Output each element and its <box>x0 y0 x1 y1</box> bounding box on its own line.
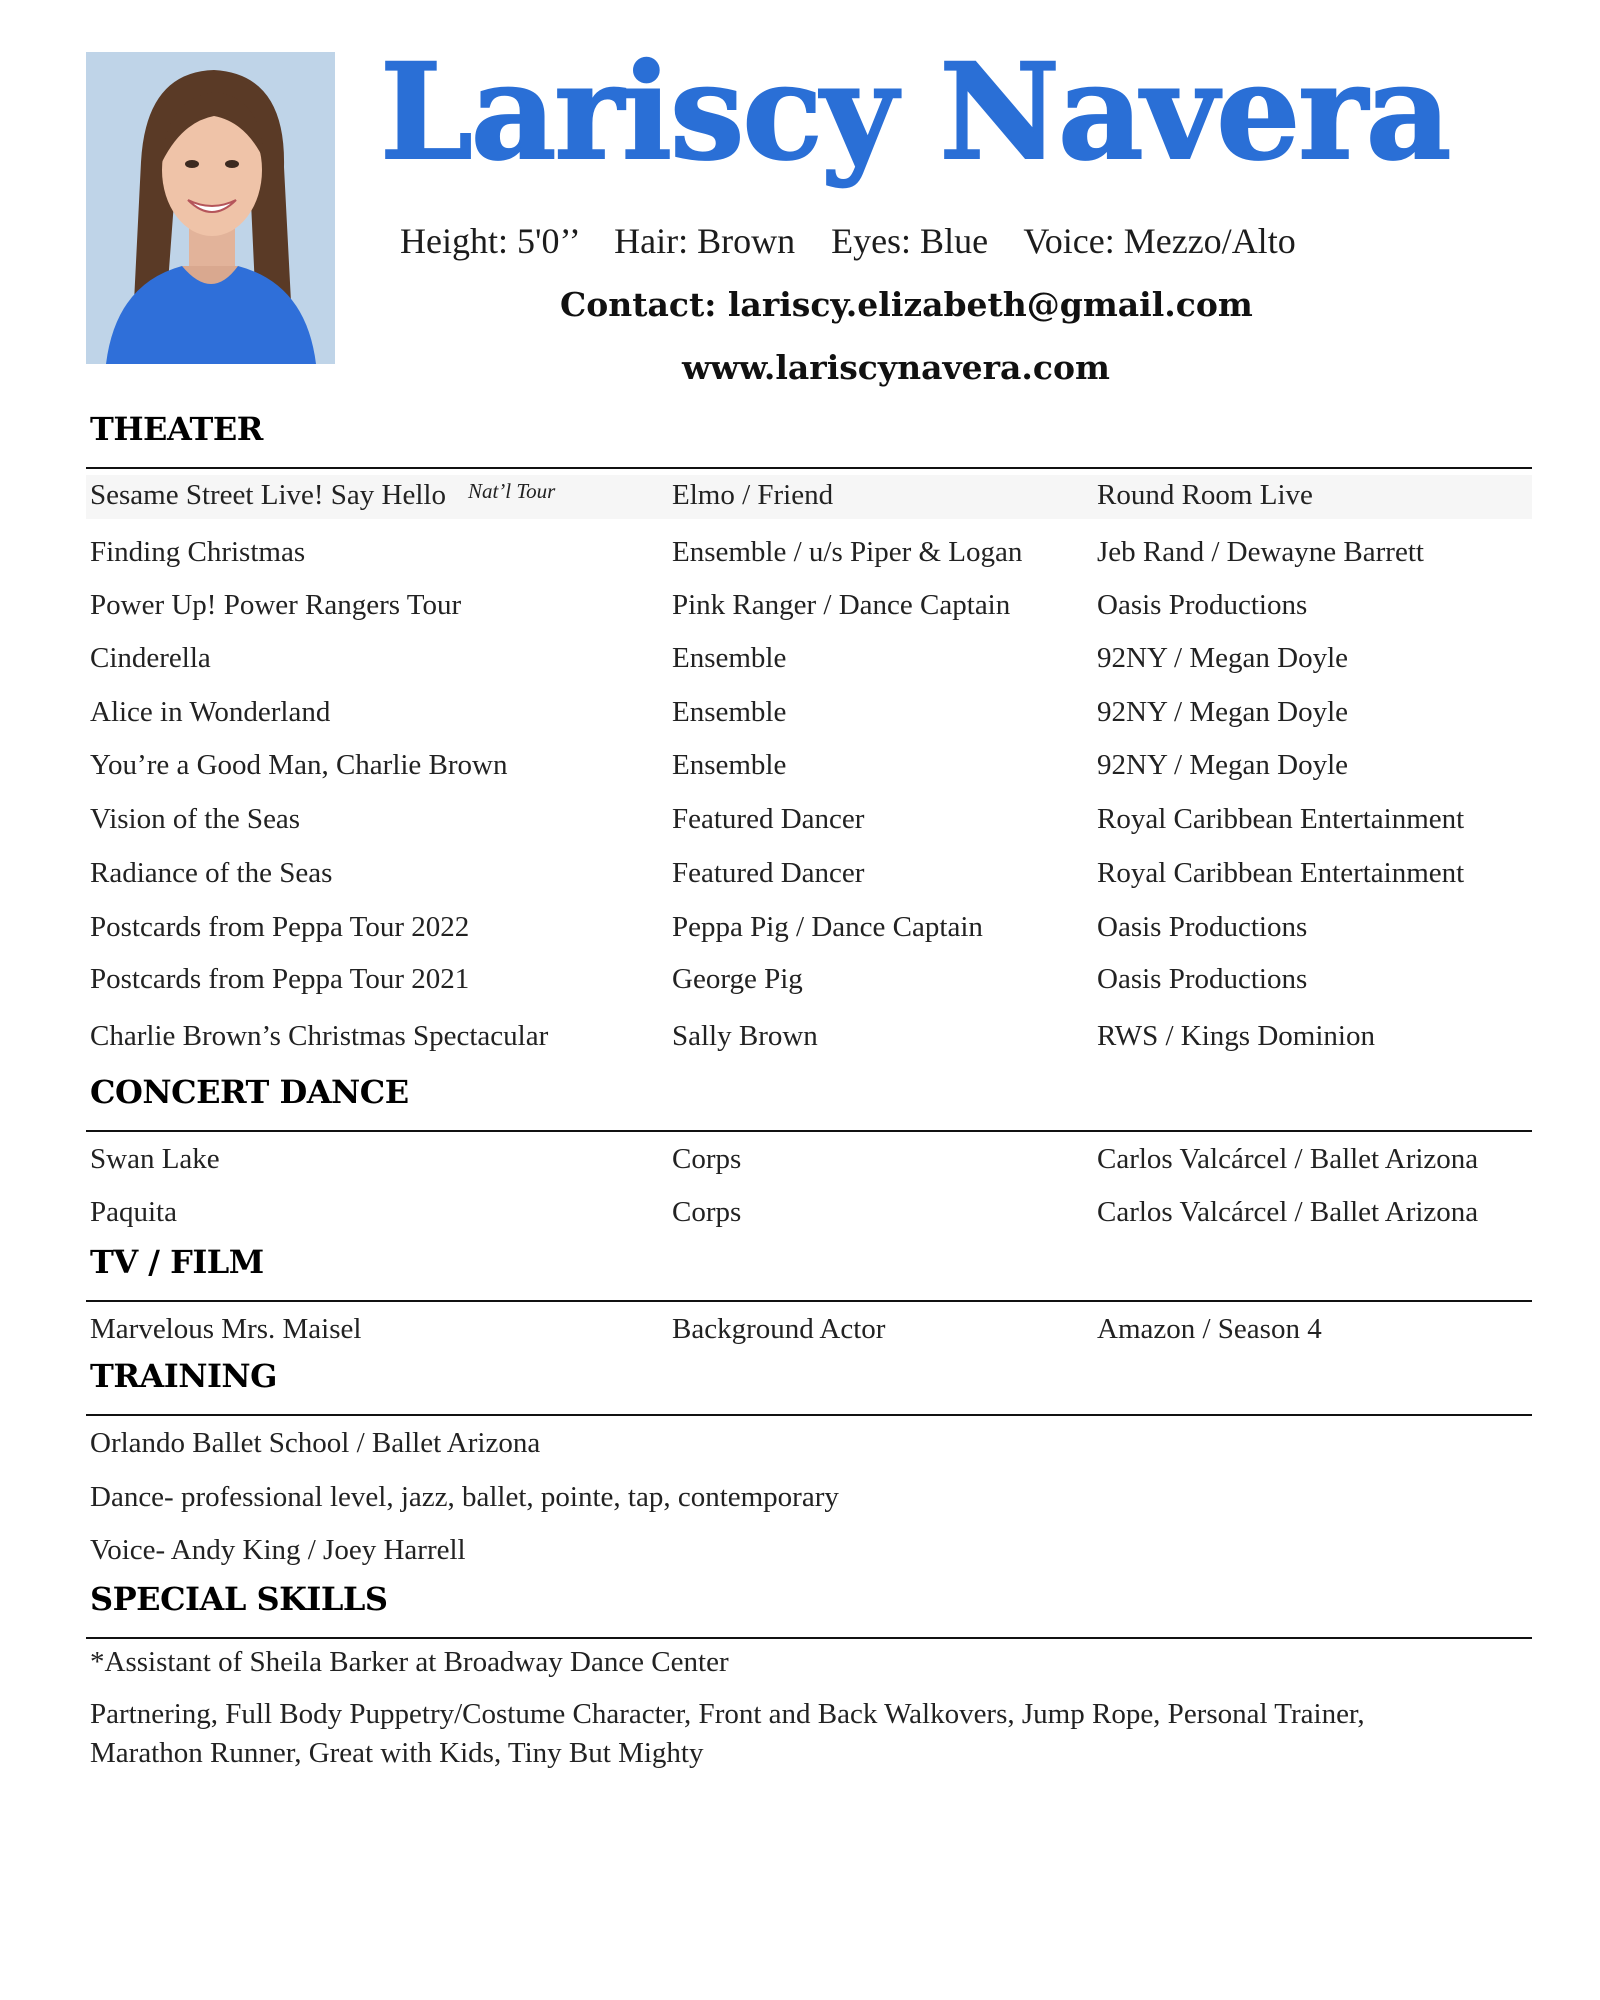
training-line: Dance- professional level, jazz, ballet, pointe, tap, contemporary <box>90 1481 839 1513</box>
credit-row <box>0 638 1600 682</box>
credit-title: Marvelous Mrs. Maisel <box>90 1313 362 1345</box>
website-link[interactable]: www.lariscynavera.com <box>682 348 1110 387</box>
headshot-photo <box>86 52 335 364</box>
credit-title: Power Up! Power Rangers Tour <box>90 589 462 621</box>
credit-row <box>0 692 1600 736</box>
physical-stats <box>400 220 1420 262</box>
credit-title: Alice in Wonderland <box>90 696 331 728</box>
section-divider <box>86 1300 1532 1302</box>
credit-role: Corps <box>672 1196 742 1228</box>
credit-title: Vision of the Seas <box>90 803 301 835</box>
section-heading-concert-dance: CONCERT DANCE <box>90 1073 409 1111</box>
credit-row <box>0 1309 1600 1353</box>
skills-line: Partnering, Full Body Puppetry/Costume Character, Front and Back Walkovers, Jump Rope, Personal Trainer, <box>90 1698 1365 1730</box>
credit-title: Postcards from Peppa Tour 2022 <box>90 911 470 943</box>
height-stat: Height: 5'0’’ <box>400 221 579 261</box>
credit-row <box>0 1016 1600 1060</box>
credit-role: Ensemble / u/s Piper & Logan <box>672 536 1023 568</box>
credit-company: Royal Caribbean Entertainment <box>1097 857 1465 889</box>
section-heading-tv-film: TV / FILM <box>90 1243 264 1281</box>
credit-role: Peppa Pig / Dance Captain <box>672 911 983 943</box>
credit-row <box>0 1139 1600 1183</box>
section-heading-special-skills: SPECIAL SKILLS <box>90 1580 388 1618</box>
section-divider <box>86 1414 1532 1416</box>
credit-row <box>0 959 1600 1003</box>
credit-company: Amazon / Season 4 <box>1097 1313 1322 1345</box>
skills-line: *Assistant of Sheila Barker at Broadway Dance Center <box>90 1646 729 1678</box>
credit-company: Carlos Valcárcel / Ballet Arizona <box>1097 1143 1479 1175</box>
section-divider <box>86 1130 1532 1132</box>
section-heading-training: TRAINING <box>90 1357 277 1395</box>
portrait-illustration <box>86 52 335 364</box>
credit-title: Radiance of the Seas <box>90 857 333 889</box>
credit-role: Featured Dancer <box>672 857 865 889</box>
credit-role: Featured Dancer <box>672 803 865 835</box>
credit-role: George Pig <box>672 963 803 995</box>
credit-title: Finding Christmas <box>90 536 306 568</box>
section-divider <box>86 1637 1532 1639</box>
credit-row <box>0 799 1600 843</box>
credit-role: Ensemble <box>672 749 787 781</box>
credit-company: Oasis Productions <box>1097 911 1308 943</box>
section-divider <box>86 467 1532 469</box>
credit-company: RWS / Kings Dominion <box>1097 1020 1375 1052</box>
credit-company: Carlos Valcárcel / Ballet Arizona <box>1097 1196 1479 1228</box>
voice-stat: Voice: Mezzo/Alto <box>1023 221 1296 261</box>
credit-company: Royal Caribbean Entertainment <box>1097 803 1465 835</box>
credit-row <box>0 907 1600 951</box>
credit-title: You’re a Good Man, Charlie Brown <box>90 749 508 781</box>
credit-title: Sesame Street Live! Say Hello $^{Nat’l Tour}$ <box>90 479 556 511</box>
credit-role: Sally Brown <box>672 1020 818 1052</box>
credit-row <box>0 585 1600 629</box>
credit-company: 92NY / Megan Doyle <box>1097 696 1349 728</box>
performer-name: Lariscy Navera <box>380 35 1450 190</box>
credit-company: Oasis Productions <box>1097 963 1308 995</box>
credit-title: Swan Lake <box>90 1143 220 1175</box>
credit-role: Ensemble <box>672 696 787 728</box>
training-line: Orlando Ballet School / Ballet Arizona <box>90 1427 541 1459</box>
section-heading-theater: THEATER <box>90 410 263 448</box>
credit-company: 92NY / Megan Doyle <box>1097 749 1349 781</box>
hair-stat: Hair: Brown <box>614 221 796 261</box>
credit-role: Background Actor <box>672 1313 886 1345</box>
credit-role: Elmo / Friend <box>672 479 834 511</box>
credit-row <box>0 853 1600 897</box>
credit-row <box>0 1192 1600 1236</box>
credit-role: Pink Ranger / Dance Captain <box>672 589 1011 621</box>
credit-company: Round Room Live <box>1097 479 1313 511</box>
credit-company: Oasis Productions <box>1097 589 1308 621</box>
credit-title: Charlie Brown’s Christmas Spectacular <box>90 1020 549 1052</box>
credit-note: Nat’l Tour <box>467 479 556 503</box>
credit-company: 92NY / Megan Doyle <box>1097 642 1349 674</box>
credit-row <box>0 745 1600 789</box>
credit-company: Jeb Rand / Dewayne Barrett <box>1097 536 1424 568</box>
credit-title: Paquita <box>90 1196 177 1228</box>
credit-row <box>86 475 1532 519</box>
training-line: Voice- Andy King / Joey Harrell <box>90 1534 466 1566</box>
credit-title: Postcards from Peppa Tour 2021 <box>90 963 470 995</box>
credit-role: Ensemble <box>672 642 787 674</box>
credit-title: Cinderella <box>90 642 211 674</box>
credit-row <box>0 532 1600 576</box>
eyes-stat: Eyes: Blue <box>831 221 989 261</box>
skills-line: Marathon Runner, Great with Kids, Tiny But Mighty <box>90 1737 704 1769</box>
contact-email[interactable]: Contact: lariscy.elizabeth@gmail.com <box>560 285 1253 324</box>
credit-role: Corps <box>672 1143 742 1175</box>
